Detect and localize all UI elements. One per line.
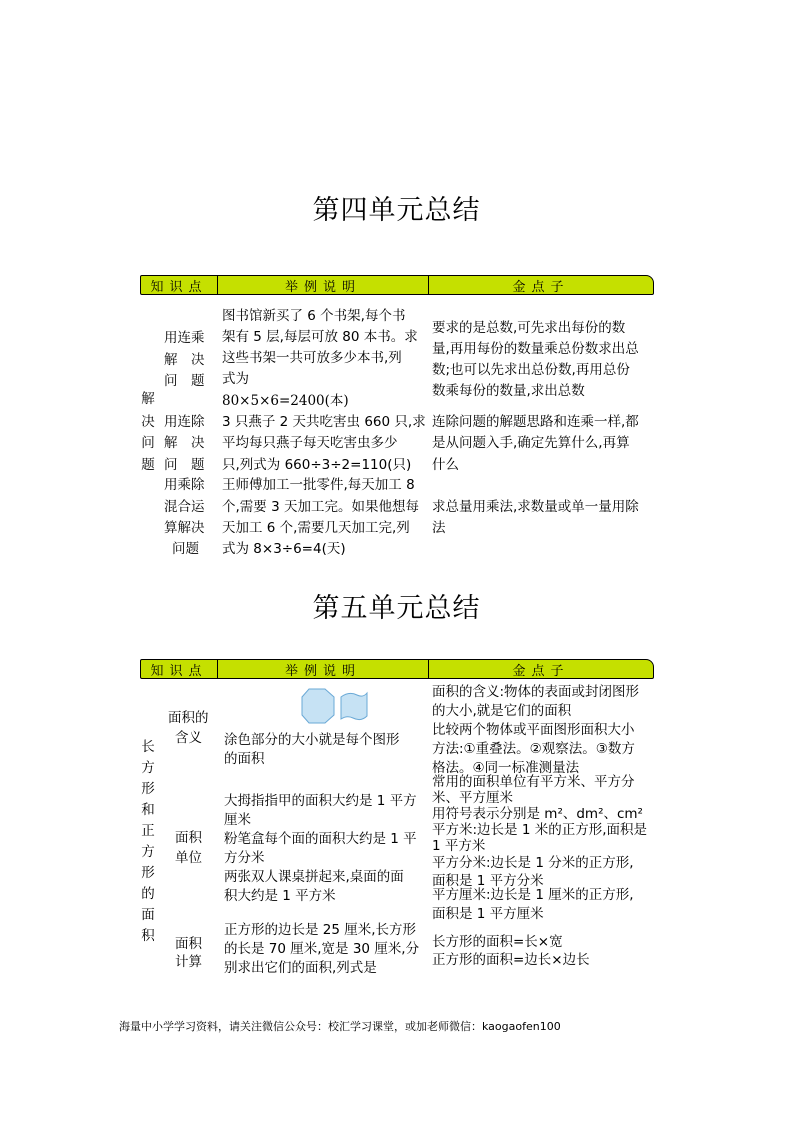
tip-line: 方法:①重叠法。②观察法。③数方 <box>432 741 635 757</box>
tip-line: 面积是 1 平方厘米 <box>432 906 544 922</box>
example-line: 的面积 <box>224 751 265 767</box>
unit5-table-header <box>140 659 654 679</box>
tip-line: 面积是 1 平方分米 <box>432 873 544 889</box>
topic-line: 问 题 <box>164 373 205 389</box>
tip-line: 平方分米:边长是 1 分米的正方形, <box>432 855 634 871</box>
tip-line: 面积的含义:物体的表面或封闭图形 <box>432 684 640 700</box>
tip-line: 数乘每份的数量,求出总数 <box>432 383 585 399</box>
example-line: 式为 8×3÷6=4(天) <box>222 541 346 557</box>
header-example: 举例说明 <box>218 660 429 678</box>
example-line: 方分米 <box>224 850 265 866</box>
tip-line: 平方厘米:边长是 1 厘米的正方形, <box>432 887 634 903</box>
wavy-shape <box>341 693 367 720</box>
category-char: 题 <box>141 457 155 473</box>
topic-line: 解 决 <box>164 435 205 451</box>
example-line: 天加工 6 个,需要几天加工完,列 <box>222 520 410 536</box>
category-char: 方 <box>141 760 155 776</box>
example-line: 积大约是 1 平方米 <box>224 888 336 904</box>
topic-line: 解 决 <box>164 352 205 368</box>
category-char: 形 <box>141 781 155 797</box>
tip-line: 常用的面积单位有平方米、平方分 <box>432 774 635 790</box>
tip-line: 连除问题的解题思路和连乘一样,都 <box>432 414 639 430</box>
unit4-table-header <box>140 275 654 295</box>
tip-line: 法 <box>432 520 446 536</box>
tip-line: 什么 <box>432 457 459 473</box>
tip-line: 的大小,就是它们的面积 <box>432 703 572 719</box>
example-line: 别求出它们的面积,列式是 <box>224 960 377 976</box>
category-char: 方 <box>141 844 155 860</box>
category-char: 形 <box>141 865 155 881</box>
example-line: 涂色部分的大小就是每个图形 <box>224 732 400 748</box>
tip-line: 求总量用乘法,求数量或单一量用除 <box>432 499 639 515</box>
example-line: 3 只燕子 2 天共吃害虫 660 只,求 <box>222 414 426 430</box>
topic-line: 用连乘 <box>164 330 205 346</box>
topic-line: 问题 <box>172 541 199 557</box>
category-char: 和 <box>141 802 155 818</box>
tip-line: 正方形的面积=边长×边长 <box>432 952 590 968</box>
topic-line: 问 题 <box>164 457 205 473</box>
topic-line: 计算 <box>175 954 202 970</box>
topic-line: 面积 <box>175 936 202 952</box>
octagon-shape <box>302 689 334 723</box>
tip-line: 是从问题入手,确定先算什么,再算 <box>432 435 630 451</box>
tip-line: 用符号表示分别是 m²、dm²、cm² <box>432 806 643 822</box>
tip-line: 量,再用每份的数量乘总份数求出总 <box>432 341 639 357</box>
topic-line: 算解决 <box>164 520 205 536</box>
tip-line: 数;也可以先求出总份数,再用总份 <box>432 362 630 378</box>
category-char: 问 <box>141 435 155 451</box>
example-line: 平均每只燕子每天吃害虫多少 <box>222 435 398 451</box>
header-tip: 金点子 <box>512 279 570 295</box>
category-char: 正 <box>141 823 155 839</box>
category-char: 决 <box>141 414 155 430</box>
header-knowledge: 知识点 <box>141 276 218 294</box>
example-line: 只,列式为 660÷3÷2=110(只) <box>222 457 412 473</box>
topic-line: 用乘除 <box>164 477 205 493</box>
shaded-shapes <box>301 688 369 724</box>
topic-line: 面积的 <box>168 710 209 726</box>
tip-line: 格法。④同一标准测量法 <box>432 760 580 776</box>
example-line: 大拇指指甲的面积大约是 1 平方 <box>224 793 417 809</box>
topic-line: 单位 <box>175 850 202 866</box>
category-char: 的 <box>141 886 155 902</box>
topic-line: 混合运 <box>164 499 205 515</box>
example-line: 式为 <box>222 371 249 387</box>
tip-line: 要求的是总数,可先求出每份的数 <box>432 320 626 336</box>
topic-line: 用连除 <box>164 414 205 430</box>
example-line: 个,需要 3 天加工完。如果他想每 <box>222 499 419 515</box>
example-line: 的长是 70 厘米,宽是 30 厘米,分 <box>224 941 420 957</box>
category-char: 积 <box>141 928 155 944</box>
example-line: 王师傅加工一批零件,每天加工 8 <box>222 477 415 493</box>
unit5-title: 第五单元总结 <box>312 593 481 624</box>
header-knowledge: 知识点 <box>141 660 218 678</box>
category-char: 解 <box>141 391 155 407</box>
category-char: 长 <box>141 739 155 755</box>
example-line: 架有 5 层,每层可放 80 本书。求 <box>222 329 418 345</box>
tip-line: 米、平方厘米 <box>432 790 513 806</box>
topic-line: 面积 <box>175 830 202 846</box>
unit4-title: 第四单元总结 <box>312 195 481 226</box>
example-line: 厘米 <box>224 812 251 828</box>
example-line: 图书馆新买了 6 个书架,每个书 <box>222 308 406 324</box>
header-tip: 金点子 <box>512 663 570 679</box>
category-char: 面 <box>141 907 155 923</box>
topic-line: 含义 <box>175 730 202 746</box>
example-line: 这些书架一共可放多少本书,列 <box>222 350 402 366</box>
header-example: 举例说明 <box>218 276 429 294</box>
tip-line: 长方形的面积=长×宽 <box>432 934 563 950</box>
example-formula: 80×5×6=2400(本) <box>222 393 349 409</box>
example-line: 正方形的边长是 25 厘米,长方形 <box>224 922 417 938</box>
tip-line: 1 平方米 <box>432 838 486 854</box>
footer-note: 海量中小学学习资料，请关注微信公众号：校汇学习课堂，或加老师微信：kaogaofen100 <box>119 1020 561 1033</box>
example-line: 两张双人课桌拼起来,桌面的面 <box>224 869 404 885</box>
tip-line: 平方米:边长是 1 米的正方形,面积是 <box>432 822 648 838</box>
tip-line: 比较两个物体或平面图形面积大小 <box>432 722 635 738</box>
example-line: 粉笔盒每个面的面积大约是 1 平 <box>224 831 417 847</box>
